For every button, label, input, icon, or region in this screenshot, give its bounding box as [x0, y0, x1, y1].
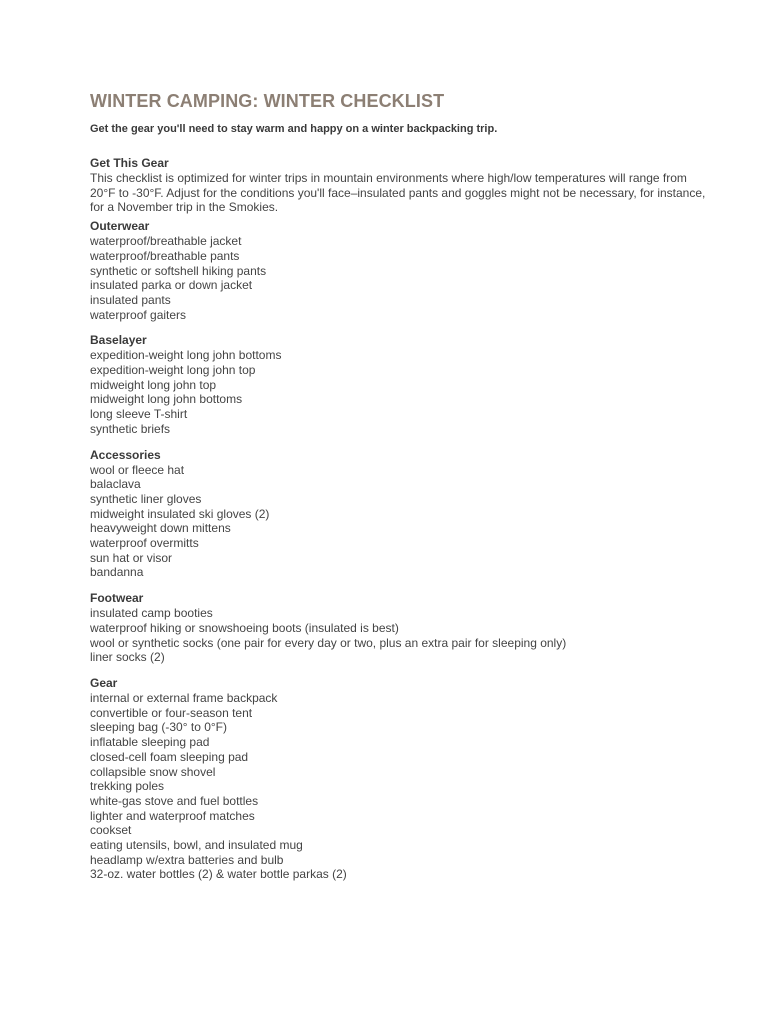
checklist-item: lighter and waterproof matches — [90, 808, 255, 823]
section-footwear — [90, 591, 710, 665]
checklist-outerwear — [90, 234, 710, 322]
section-heading-baselayer: Baselayer — [90, 333, 147, 348]
checklist-item: inflatable sleeping pad — [90, 735, 210, 750]
checklist-item: long sleeve T-shirt — [90, 407, 188, 422]
section-baselayer — [90, 333, 710, 436]
checklist-item: convertible or four-season tent — [90, 705, 253, 720]
checklist-item: insulated pants — [90, 292, 171, 307]
checklist-item: synthetic or softshell hiking pants — [90, 263, 267, 278]
checklist-gear — [90, 691, 710, 882]
section-heading-outerwear: Outerwear — [90, 219, 150, 234]
checklist-item: eating utensils, bowl, and insulated mug — [90, 838, 303, 853]
checklist-item: waterproof hiking or snowshoeing boots (insulated is best) — [90, 620, 399, 635]
checklist-item: synthetic liner gloves — [90, 491, 202, 506]
checklist-item: sun hat or visor — [90, 550, 173, 565]
section-heading-accessories: Accessories — [90, 447, 161, 462]
document-subtitle: Get the gear you'll need to stay warm and happy on a winter backpacking trip. — [90, 123, 498, 135]
checklist-item: waterproof overmitts — [90, 536, 199, 551]
checklist-item: waterproof/breathable jacket — [90, 234, 242, 249]
checklist-item: balaclava — [90, 477, 141, 492]
checklist-item: bandanna — [90, 565, 144, 580]
checklist-item: waterproof/breathable pants — [90, 248, 240, 263]
checklist-item: midweight long john bottoms — [90, 392, 243, 407]
checklist-sections — [90, 219, 710, 882]
intro-text: This checklist is optimized for winter trips in mountain environments where high/low temperatures will range from 20°F to -30°F. Adjust for the conditions you'll face–insulated pants and goggles might not be necessary, for instance, for a November trip in the Smokies. — [90, 171, 706, 215]
checklist-item: liner socks (2) — [90, 650, 165, 665]
document-title: WINTER CAMPING: WINTER CHECKLIST — [90, 91, 445, 111]
checklist-baselayer — [90, 348, 710, 436]
section-outerwear — [90, 219, 710, 322]
document-page — [90, 90, 710, 882]
checklist-item: expedition-weight long john bottoms — [90, 348, 282, 363]
checklist-item: sleeping bag (-30° to 0°F) — [90, 720, 228, 735]
checklist-item: insulated parka or down jacket — [90, 278, 253, 293]
checklist-item: expedition-weight long john top — [90, 363, 256, 378]
checklist-item: midweight long john top — [90, 377, 217, 392]
checklist-item: waterproof gaiters — [90, 307, 187, 322]
section-heading-gear: Gear — [90, 675, 118, 690]
checklist-item: collapsible snow shovel — [90, 764, 216, 779]
checklist-footwear — [90, 606, 710, 665]
checklist-item: wool or fleece hat — [90, 462, 185, 477]
checklist-item: internal or external frame backpack — [90, 690, 278, 705]
checklist-item: heavyweight down mittens — [90, 521, 231, 536]
checklist-item: synthetic briefs — [90, 421, 171, 436]
intro-heading: Get This Gear — [90, 156, 169, 170]
checklist-item: cookset — [90, 823, 132, 838]
checklist-item: midweight insulated ski gloves (2) — [90, 506, 270, 521]
checklist-item: insulated camp booties — [90, 606, 213, 621]
checklist-item: trekking poles — [90, 779, 165, 794]
section-gear — [90, 676, 710, 882]
section-heading-footwear: Footwear — [90, 591, 144, 606]
checklist-item: white-gas stove and fuel bottles — [90, 793, 259, 808]
checklist-item: wool or synthetic socks (one pair for every day or two, plus an extra pair for sleeping only) — [90, 635, 567, 650]
checklist-item: 32-oz. water bottles (2) & water bottle parkas (2) — [90, 867, 347, 882]
section-accessories — [90, 448, 710, 581]
checklist-item: closed-cell foam sleeping pad — [90, 749, 249, 764]
checklist-accessories — [90, 463, 710, 581]
checklist-item: headlamp w/extra batteries and bulb — [90, 852, 284, 867]
